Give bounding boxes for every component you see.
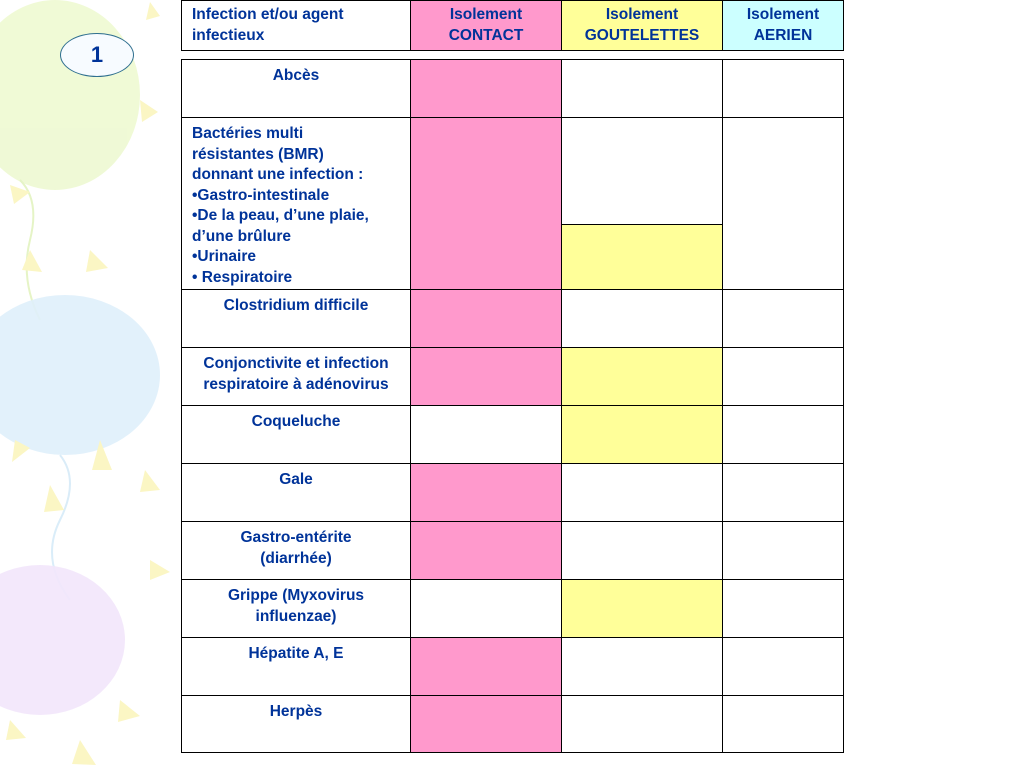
infection-name-line: Herpès bbox=[269, 703, 323, 720]
header-contact-line: CONTACT bbox=[448, 26, 524, 44]
cell-aerien bbox=[723, 580, 844, 638]
infection-name-line: •Urinaire bbox=[192, 248, 257, 265]
cell-contact bbox=[411, 638, 562, 696]
infection-name bbox=[182, 348, 411, 406]
infection-name-line: Gale bbox=[279, 471, 313, 488]
cell-contact bbox=[411, 696, 562, 753]
cell-gouttelettes bbox=[562, 406, 723, 464]
cell-aerien bbox=[723, 638, 844, 696]
infection-name bbox=[182, 290, 411, 348]
header-infection-line: Infection et/ou agent bbox=[192, 6, 344, 23]
infection-name-line: résistantes (BMR) bbox=[192, 145, 324, 163]
table-row bbox=[182, 464, 844, 522]
infection-name-line: d’une brûlure bbox=[192, 227, 292, 245]
infection-name-line: donnant une infection : bbox=[192, 166, 364, 183]
cell-gouttelettes bbox=[562, 522, 723, 580]
table-row bbox=[182, 348, 844, 406]
cell-aerien bbox=[723, 290, 844, 348]
header-row bbox=[182, 1, 844, 51]
table-row bbox=[182, 638, 844, 696]
header-infection bbox=[182, 1, 411, 51]
infection-name bbox=[182, 696, 411, 753]
infection-name bbox=[182, 638, 411, 696]
header-infection-line: infectieux bbox=[192, 26, 265, 44]
infection-name bbox=[182, 522, 411, 580]
infection-name-line: influenzae) bbox=[255, 607, 337, 625]
cell-aerien bbox=[723, 348, 844, 406]
cell-gouttelettes bbox=[562, 60, 723, 118]
cell-contact bbox=[411, 118, 562, 290]
infection-name-line: •Gastro-intestinale bbox=[192, 186, 330, 204]
header-gouttelettes bbox=[562, 1, 723, 51]
infection-name-line: Grippe (Myxovirus bbox=[227, 587, 365, 604]
isolation-table bbox=[181, 59, 844, 753]
cell-contact bbox=[411, 348, 562, 406]
infection-name bbox=[182, 580, 411, 638]
infection-name-line: Hépatite A, E bbox=[248, 645, 344, 662]
infection-name bbox=[182, 118, 411, 290]
infection-name-line: • Respiratoire bbox=[192, 268, 293, 286]
infection-name bbox=[182, 60, 411, 118]
cell-contact bbox=[411, 406, 562, 464]
header-gouttelettes-line: Isolement bbox=[605, 6, 679, 23]
infection-name-line: •De la peau, d’une plaie, bbox=[192, 207, 369, 224]
table-row bbox=[182, 522, 844, 580]
cell-gouttelettes-respiratoire bbox=[562, 225, 723, 290]
infection-name-line: Conjonctivite et infection bbox=[203, 355, 389, 372]
cell-contact bbox=[411, 580, 562, 638]
cell-aerien bbox=[723, 696, 844, 753]
header-contact-line: Isolement bbox=[449, 6, 523, 23]
cell-aerien bbox=[723, 406, 844, 464]
cell-gouttelettes bbox=[562, 348, 723, 406]
cell-contact bbox=[411, 290, 562, 348]
infection-name-line: Coqueluche bbox=[251, 413, 341, 430]
infection-name-line: Abcès bbox=[272, 67, 320, 84]
cell-aerien bbox=[723, 118, 844, 290]
table-row bbox=[182, 406, 844, 464]
infection-name-line: Gastro-entérite bbox=[240, 529, 352, 546]
table-row bbox=[182, 60, 844, 118]
header-aerien bbox=[723, 1, 844, 51]
infection-name-line: Clostridium difficile bbox=[223, 297, 369, 314]
infection-name-line: respiratoire à adénovirus bbox=[203, 375, 389, 393]
infection-name bbox=[182, 406, 411, 464]
cell-contact bbox=[411, 464, 562, 522]
cell-gouttelettes bbox=[562, 580, 723, 638]
infection-name-line: Bactéries multi bbox=[192, 125, 304, 142]
cell-aerien bbox=[723, 464, 844, 522]
header-table bbox=[181, 0, 844, 51]
cell-contact bbox=[411, 522, 562, 580]
cell-gouttelettes bbox=[562, 464, 723, 522]
cell-gouttelettes bbox=[562, 290, 723, 348]
slide-number-badge: 1 bbox=[60, 33, 134, 77]
infection-name-line: (diarrhée) bbox=[260, 549, 332, 567]
balloon-purple bbox=[0, 565, 125, 715]
table-row bbox=[182, 696, 844, 753]
table-row bbox=[182, 118, 844, 225]
header-gouttelettes-line: GOUTELETTES bbox=[584, 26, 700, 44]
table-row bbox=[182, 290, 844, 348]
infection-name bbox=[182, 464, 411, 522]
cell-gouttelettes bbox=[562, 118, 723, 225]
cell-aerien bbox=[723, 522, 844, 580]
cell-gouttelettes bbox=[562, 638, 723, 696]
header-contact bbox=[411, 1, 562, 51]
cell-aerien bbox=[723, 60, 844, 118]
table-row bbox=[182, 580, 844, 638]
cell-gouttelettes bbox=[562, 696, 723, 753]
header-aerien-line: Isolement bbox=[746, 6, 820, 23]
header-aerien-line: AERIEN bbox=[753, 26, 813, 44]
cell-contact bbox=[411, 60, 562, 118]
